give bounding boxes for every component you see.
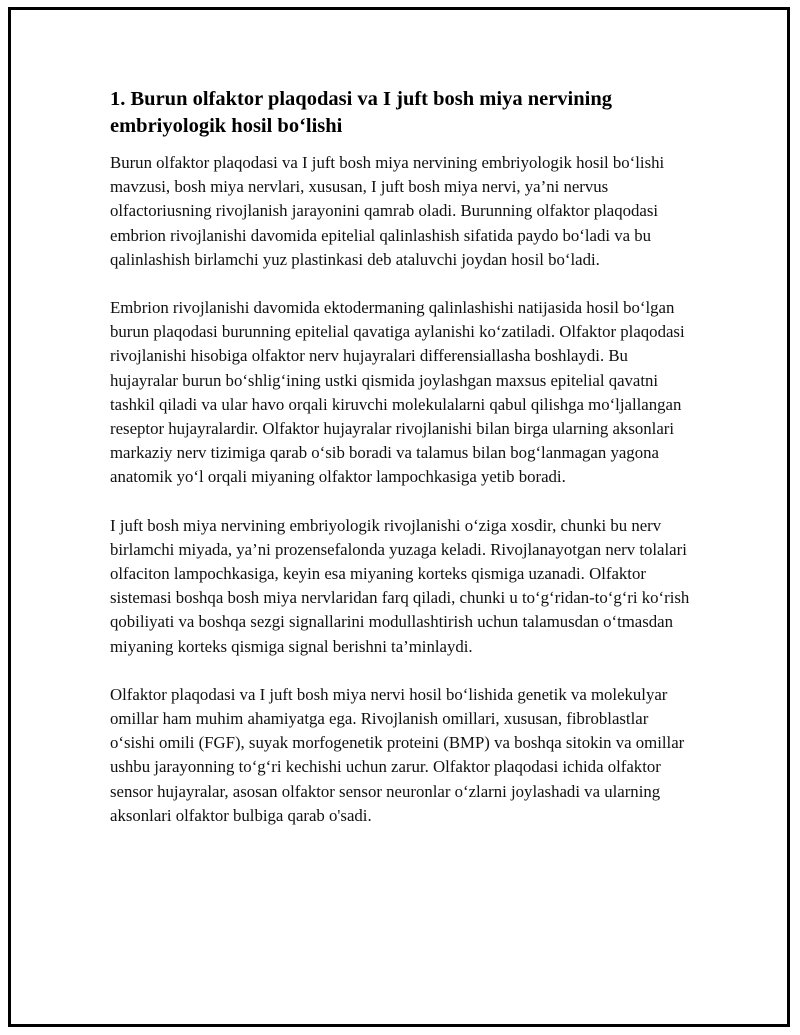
section-heading: 1. Burun olfaktor plaqodasi va I juft bosh miya nervining embriyologik hosil bo‘lishi xyxy=(110,88,612,137)
paragraph-4: Olfaktor plaqodasi va I juft bosh miya nervi hosil bo‘lishida genetik va molekulyar omillar ham muhim ahamiyatga ega. Rivojlanish omillari, xususan, fibroblastlar o‘sishi omili (FGF), suyak morfogenetik proteini (BMP) va boshqa sitokin va omillar ushbu jarayonning to‘g‘ri kechishi uchun zarur. Olfaktor plaqodasi ichida olfaktor sensor hujayralar, asosan olfaktor sensor neuronlar o‘zlarni joylashadi va ularning aksonlari olfaktor bulbiga qarab o'sadi. xyxy=(110,684,685,825)
paragraph-3: I juft bosh miya nervining embriyologik rivojlanishi o‘ziga xosdir, chunki bu nerv birlamchi miyada, ya’ni prozensefalonda yuzaga keladi. Rivojlanayotgan nerv tolalari olfaciton lampochkasiga, keyin esa miyaning korteks qismiga uzanadi. Olfaktor sistemasi boshqa bosh miya nervlaridan farq qiladi, chunki u to‘g‘ridan-to‘g‘ri ko‘rish qobiliyati va boshqa sezgi signallarini modullashtirish uchun talamusdan o‘tmasdan miyaning korteks qismiga signal berishni ta’minlaydi. xyxy=(110,515,690,656)
paragraph-2: Embrion rivojlanishi davomida ektodermaning qalinlashishi natijasida hosil bo‘lgan burun plaqodasi burunning epitelial qavatiga aylanishi ko‘zatiladi. Olfaktor plaqodasi rivojlanishi hisobiga olfaktor nerv hujayralari differensiallasha boshlaydi. Bu hujayralar burun bo‘shlig‘ining ustki qismida joylashgan maxsus epitelial qavatni tashkil qiladi va ular havo orqali kiruvchi molekulalarni qabul qilishga mo‘ljallangan reseptor hujayralardir. Olfaktor hujayralar rivojlanishi bilan birga ularning aksonlari markaziy nerv tizimiga qarab o‘sib boradi va talamus bilan bog‘lanmagan yagona anatomik yo‘l orqali miyaning olfaktor lampochkasiga yetib boradi. xyxy=(110,298,685,487)
paragraph-1: Burun olfaktor plaqodasi va I juft bosh miya nervining embriyologik hosil bo‘lishi mavzusi, bosh miya nervlari, xususan, I juft bosh miya nervi, ya’ni nervus olfactoriusning rivojlanish jarayonini qamrab oladi. Burunning olfaktor plaqodasi embrion rivojlanishi davomida epitelial qalinlashish sifatida paydo bo‘ladi va bu qalinlashish birlamchi yuz plastinkasi deb ataluvchi joydan hosil bo‘ladi. xyxy=(110,153,665,269)
document-body xyxy=(110,86,690,828)
